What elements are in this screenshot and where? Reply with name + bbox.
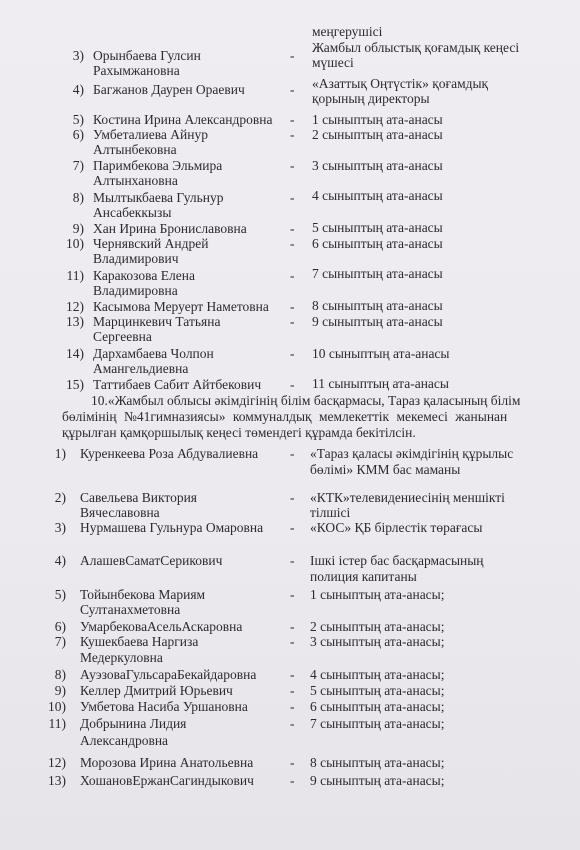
list-number: 2) (54, 490, 66, 505)
member-role: бөлімі» КММ бас маманы (310, 462, 461, 477)
dash: - (290, 158, 295, 173)
dash: - (290, 683, 295, 698)
member-role: 4 сыныптың ата-анасы; (310, 667, 445, 682)
member-name: Таттибаев Сабит Айтбекович (93, 377, 262, 392)
dash: - (290, 773, 295, 788)
member-name: Вячеславовна (80, 505, 160, 520)
dash: - (290, 314, 295, 329)
member-name: Медеркуловна (80, 650, 163, 665)
dash: - (290, 755, 295, 770)
member-name: Марцинкевич Татьяна (93, 314, 221, 329)
member-role: «Тараз қаласы әкімдігінің құрылыс (310, 446, 514, 461)
member-name: Александровна (80, 733, 169, 748)
list-number: 12) (66, 299, 84, 314)
member-role: 3 сыныптың ата-анасы; (310, 634, 445, 649)
list-number: 15) (66, 377, 84, 392)
member-name: Куренкеева Роза Абдувалиевна (80, 446, 259, 461)
member-name: Кушекбаева Наргиза (80, 634, 199, 649)
paragraph-line: бөлімінің №41гимназиясы» коммуналдық мемлекеттік мекемесі жанынан (62, 409, 508, 424)
dash: - (290, 587, 295, 602)
list-number: 6) (54, 619, 66, 634)
member-role: 11 сыныптың ата-анасы (312, 376, 449, 391)
dash: - (290, 520, 295, 535)
dash: - (290, 190, 295, 205)
member-role: полиция капитаны (310, 569, 417, 584)
member-name: УмарбековаАсельАскаровна (80, 619, 243, 634)
member-name: Багжанов Даурен Ораевич (93, 82, 245, 97)
member-role: «КОС» ҚБ бірлестік төрағасы (310, 520, 483, 535)
member-name: Владимировна (93, 283, 178, 298)
dash: - (290, 490, 295, 505)
dash: - (290, 127, 295, 142)
list-number: 9) (72, 221, 84, 236)
member-name: Ансабеккызы (93, 205, 172, 220)
member-name: Султанахметовна (80, 602, 181, 617)
list-number: 6) (72, 127, 84, 142)
member-name: Морозова Ирина Анатольевна (80, 755, 254, 770)
dash: - (290, 346, 295, 361)
list-number: 10) (48, 699, 66, 714)
member-name: Алтынхановна (93, 173, 178, 188)
dash: - (290, 377, 295, 392)
list-number: 4) (54, 553, 66, 568)
dash: - (290, 299, 295, 314)
member-name: АлашевСаматСерикович (80, 553, 223, 568)
list-number: 7) (72, 158, 84, 173)
member-name: Нурмашева Гульнура Омаровна (80, 520, 264, 535)
member-name: Савельева Виктория (80, 490, 197, 505)
member-name: Умбеталиева Айнур (93, 127, 208, 142)
member-name: Хан Ирина Брониславовна (93, 221, 247, 236)
member-role: 5 сыныптың ата-анасы; (310, 683, 445, 698)
list-number: 10) (66, 236, 84, 251)
paragraph-line: 10.«Жамбыл облысы әкімдігінің білім басқармасы, Тараз қаласының білім (91, 393, 521, 408)
member-name: Тойынбекова Мариям (80, 587, 206, 602)
role-continuation: меңгерушісі (312, 24, 383, 39)
member-name: Рахымжановна (93, 63, 180, 78)
member-name: Орынбаева Гулсин (93, 48, 201, 63)
list-number: 7) (54, 634, 66, 649)
member-name: Каракозова Елена (93, 268, 195, 283)
list-number: 9) (54, 683, 66, 698)
member-name: Мылтыкбаева Гульнур (93, 190, 224, 205)
dash: - (290, 619, 295, 634)
member-role: «Азаттық Оңтүстік» қоғамдық (312, 76, 489, 91)
dash: - (290, 446, 295, 461)
member-role: қорының директоры (312, 91, 430, 106)
member-role: Жамбыл облыстық қоғамдық кеңесі (312, 40, 520, 55)
list-number: 1) (54, 446, 66, 461)
member-name: Владимирович (93, 251, 179, 266)
dash: - (290, 48, 295, 63)
member-role: мүшесі (312, 55, 354, 70)
dash: - (290, 82, 295, 97)
list-number: 11) (48, 716, 66, 731)
list-number: 12) (48, 755, 66, 770)
member-name: АуэзоваГульсараБекайдаровна (80, 667, 257, 682)
dash: - (290, 667, 295, 682)
member-role: Ішкі істер бас басқармасының (310, 553, 484, 568)
dash: - (290, 112, 295, 127)
member-name: Умбетова Насиба Уршановна (80, 699, 248, 714)
member-role: 2 сыныптың ата-анасы; (310, 619, 445, 634)
member-role: 4 сыныптың ата-анасы (312, 188, 443, 203)
list-number: 8) (72, 190, 84, 205)
member-role: 3 сыныптың ата-анасы (312, 158, 443, 173)
member-role: 6 сыныптың ата-анасы; (310, 699, 445, 714)
member-name: Паримбекова Эльмира (93, 158, 223, 173)
paragraph-line: құрылған қамқоршылық кеңесі төмендегі құрамда бекітілсін. (62, 425, 416, 440)
member-name: Амангельдиевна (93, 361, 189, 376)
dash: - (290, 553, 295, 568)
member-role: 9 сыныптың ата-анасы; (310, 773, 445, 788)
member-name: Костина Ирина Александровна (93, 112, 273, 127)
dash: - (290, 699, 295, 714)
dash: - (290, 634, 295, 649)
member-name: Добрынина Лидия (80, 716, 187, 731)
dash: - (290, 236, 295, 251)
list-number: 14) (66, 346, 84, 361)
member-role: 2 сыныптың ата-анасы (312, 127, 443, 142)
list-number: 3) (54, 520, 66, 535)
member-name: Сергеевна (93, 329, 152, 344)
member-role: 5 сыныптың ата-анасы (312, 220, 443, 235)
member-role: 10 сыныптың ата-анасы (312, 346, 450, 361)
member-name: Келлер Дмитрий Юрьевич (80, 683, 233, 698)
list-number: 5) (72, 112, 84, 127)
member-role: 1 сыныптың ата-анасы; (310, 587, 445, 602)
member-name: ХошановЕржанСагиндыкович (80, 773, 254, 788)
member-name: Алтынбековна (93, 142, 177, 157)
member-role: 9 сыныптың ата-анасы (312, 314, 443, 329)
member-role: 6 сыныптың ата-анасы (312, 236, 443, 251)
list-number: 11) (66, 268, 84, 283)
dash: - (290, 221, 295, 236)
member-name: Касымова Меруерт Наметовна (93, 299, 269, 314)
list-number: 3) (72, 48, 84, 63)
dash: - (290, 716, 295, 731)
list-number: 4) (72, 82, 84, 97)
member-role: «КТК»телевидениесінің меншікті (310, 490, 505, 505)
member-role: 8 сыныптың ата-анасы; (310, 755, 445, 770)
member-role: 7 сыныптың ата-анасы; (310, 716, 445, 731)
member-role: 7 сыныптың ата-анасы (312, 266, 443, 281)
member-role: 1 сыныптың ата-анасы (312, 112, 443, 127)
list-number: 13) (66, 314, 84, 329)
list-number: 8) (54, 667, 66, 682)
list-number: 5) (54, 587, 66, 602)
member-name: Чернявский Андрей (93, 236, 209, 251)
dash: - (290, 268, 295, 283)
member-role: тілшісі (310, 505, 351, 520)
member-name: Дархамбаева Чолпон (93, 346, 214, 361)
list-number: 13) (48, 773, 66, 788)
member-role: 8 сыныптың ата-анасы (312, 298, 443, 313)
